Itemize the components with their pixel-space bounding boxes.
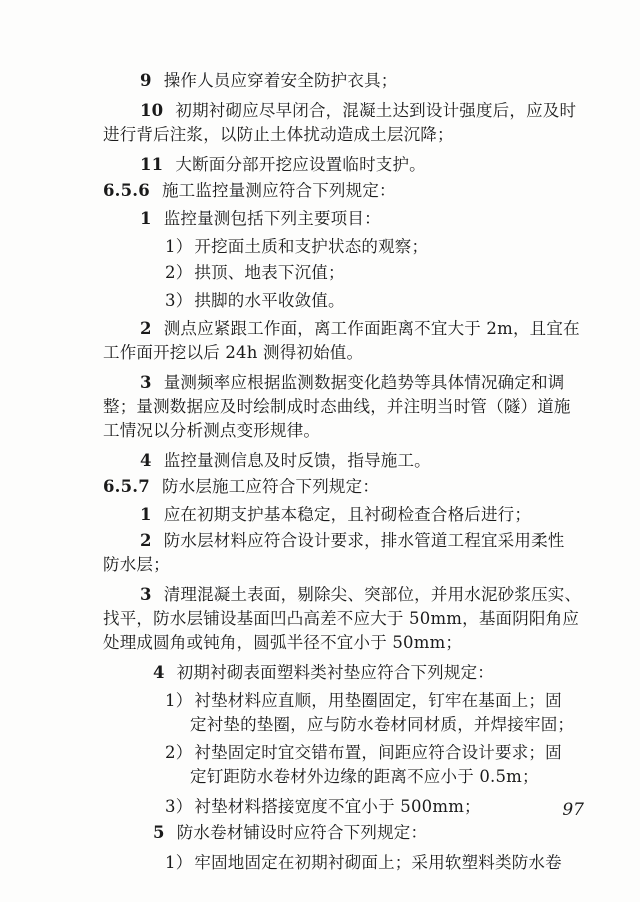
text-line (103, 124, 454, 146)
item-number: 2） (165, 263, 193, 282)
item-number: 9 (140, 71, 152, 90)
line-text: 处理成圆角或钝角，圆弧半径不宜小于 50mm； (103, 633, 463, 652)
item-number: 3 (140, 585, 152, 604)
text-line (140, 372, 565, 394)
text-line (165, 852, 562, 874)
line-text: 拱脚的水平收敛值。 (194, 291, 345, 310)
text-line (153, 662, 494, 684)
section-heading (103, 476, 379, 498)
item-number: 3） (165, 797, 193, 816)
line-text: 工作面开挖以后 24h 测得初始值。 (103, 343, 364, 362)
line-text: 量测频率应根据监测数据变化趋势等具体情况确定和调 (163, 373, 565, 392)
line-text: 开挖面土质和支护状态的观察； (194, 237, 429, 256)
line-text: 操作人员应穿着安全防护衣具； (163, 71, 398, 90)
text-line (165, 690, 562, 712)
section-number: 6.5.7 (103, 477, 150, 496)
text-line (103, 342, 363, 364)
text-line (165, 236, 428, 258)
section-heading (103, 180, 396, 202)
text-line (103, 396, 571, 418)
line-text: 初期衬砌表面塑料类衬垫应符合下列规定： (176, 663, 494, 682)
text-line (140, 100, 576, 122)
text-line (140, 450, 431, 472)
item-number: 5 (153, 823, 165, 842)
item-number: 2） (165, 743, 193, 762)
item-number: 4 (140, 451, 152, 470)
item-number: 2 (140, 531, 152, 550)
line-text: 测点应紧跟工作面，离工作面距离不宜大于 2m，且宜在 (163, 319, 580, 338)
item-number: 11 (140, 155, 164, 174)
item-number: 10 (140, 101, 164, 120)
line-text: 衬垫材料应直顺，用垫圈固定，钉牢在基面上；固 (194, 691, 562, 710)
line-text: 工情况以分析测点变形规律。 (103, 421, 321, 440)
text-line (140, 504, 531, 526)
page-number: 97 (562, 800, 584, 820)
line-text: 施工监控量测应符合下列规定： (161, 181, 396, 200)
line-text: 定钉距防水卷材外边缘的距离不应小于 0.5m； (190, 767, 539, 786)
text-line (153, 822, 427, 844)
item-number: 1） (165, 237, 193, 256)
line-text: 拱顶、地表下沉值； (194, 263, 345, 282)
item-number: 4 (153, 663, 165, 682)
item-number: 1 (140, 505, 152, 524)
text-line (140, 154, 426, 176)
item-number: 1 (140, 209, 152, 228)
line-text: 应在初期支护基本稳定，且衬砌检查合格后进行； (163, 505, 532, 524)
line-text: 大断面分部开挖应设置临时支护。 (175, 155, 426, 174)
text-line (190, 766, 539, 788)
text-line (140, 584, 581, 606)
text-line (190, 714, 574, 736)
section-number: 6.5.6 (103, 181, 150, 200)
text-line (103, 608, 579, 630)
text-line (140, 530, 565, 552)
line-text: 衬垫固定时宜交错布置，间距应符合设计要求；固 (194, 743, 562, 762)
line-text: 防水层材料应符合设计要求，排水管道工程宜采用柔性 (163, 531, 565, 550)
text-line (140, 208, 381, 230)
item-number: 1） (165, 853, 193, 872)
text-line (140, 70, 398, 92)
line-text: 防水卷材铺设时应符合下列规定： (176, 823, 428, 842)
line-text: 初期衬砌应尽早闭合，混凝土达到设计强度后，应及时 (175, 101, 577, 120)
line-text: 监控量测包括下列主要项目： (163, 209, 381, 228)
line-text: 整；量测数据应及时绘制成时态曲线，并注明当时管（隧）道施 (103, 397, 571, 416)
item-number: 3 (140, 373, 152, 392)
text-line (165, 290, 345, 312)
item-number: 2 (140, 319, 152, 338)
text-line (165, 742, 562, 764)
line-text: 找平，防水层铺设基面凹凸高差不应大于 50mm，基面阴阳角应 (103, 609, 580, 628)
text-line (103, 420, 320, 442)
line-text: 防水层施工应符合下列规定： (161, 477, 380, 496)
item-number: 3） (165, 291, 193, 310)
text-line (165, 262, 345, 284)
line-text: 定衬垫的垫圈，应与防水卷材同材质，并焊接牢固； (190, 715, 575, 734)
line-text: 进行背后注浆，以防止土体扰动造成土层沉降； (103, 125, 454, 144)
item-number: 1） (165, 691, 193, 710)
text-line (140, 318, 580, 340)
text-line (103, 632, 462, 654)
line-text: 牢固地固定在初期衬砌面上；采用软塑料类防水卷 (194, 853, 562, 872)
line-text: 监控量测信息及时反馈，指导施工。 (163, 451, 431, 470)
line-text: 衬垫材料搭接宽度不宜小于 500mm； (194, 797, 481, 816)
line-text: 防水层； (103, 555, 170, 574)
text-line (165, 796, 481, 818)
text-line (103, 554, 170, 576)
line-text: 清理混凝土表面，剔除尖、突部位，并用水泥砂浆压实、 (163, 585, 582, 604)
